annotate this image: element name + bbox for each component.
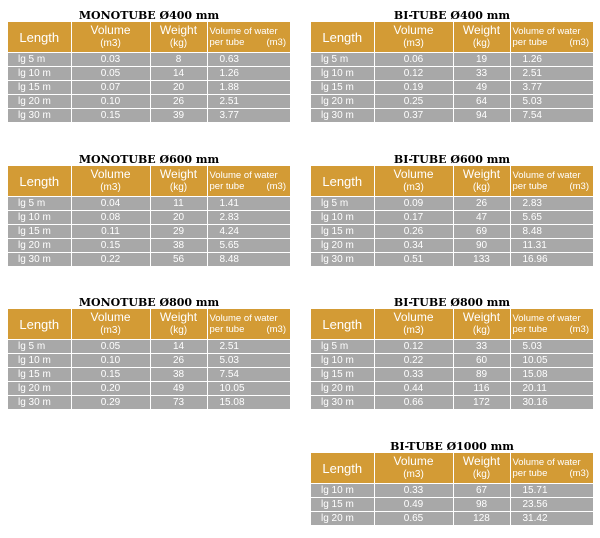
table-row [311,53,593,67]
cell-weight: 98 [453,498,510,512]
cell-weight: 172 [453,396,510,410]
cell-water-volume: 2.51 [510,67,593,81]
cell-volume: 0.10 [71,354,150,368]
header-length: Length [8,309,71,340]
cell-weight: 33 [453,340,510,354]
cell-water-volume: 1.88 [207,81,290,95]
header-row [311,453,593,484]
table-row [311,67,593,81]
cell-volume: 0.17 [374,211,453,225]
cell-weight: 33 [453,67,510,81]
cell-volume: 0.26 [374,225,453,239]
cell-water-volume: 15.08 [510,368,593,382]
table-row [311,109,593,123]
cell-length: lg 5 m [8,340,71,354]
table-row [8,382,290,396]
cell-length: lg 20 m [311,239,374,253]
cell-volume: 0.20 [71,382,150,396]
table-row [311,95,593,109]
cell-length: lg 20 m [8,95,71,109]
cell-length: lg 30 m [311,396,374,410]
cell-volume: 0.12 [374,340,453,354]
table-row [311,197,593,211]
cell-length: lg 30 m [311,109,374,123]
cell-length: lg 15 m [311,81,374,95]
cell-water-volume: 4.24 [207,225,290,239]
cell-weight: 49 [150,382,207,396]
table-row [8,239,290,253]
table-row [8,225,290,239]
cell-weight: 64 [453,95,510,109]
cell-weight: 60 [453,354,510,368]
cell-volume: 0.66 [374,396,453,410]
cell-length: lg 20 m [311,512,374,526]
cell-length: lg 15 m [311,225,374,239]
table-row [311,354,593,368]
header-row [8,309,290,340]
table-row [311,81,593,95]
cell-weight: 26 [453,197,510,211]
cell-weight: 14 [150,67,207,81]
table-row [311,484,593,498]
header-length: Length [311,453,374,484]
cell-water-volume: 15.08 [207,396,290,410]
cell-length: lg 15 m [311,498,374,512]
cell-length: lg 10 m [8,211,71,225]
cell-water-volume: 20.11 [510,382,593,396]
header-weight: Weight (kg) [150,309,207,340]
header-volume: Volume (m3) [374,453,453,484]
table-row [311,239,593,253]
table-title: BI-TUBE Ø1000 mm [390,440,514,453]
cell-weight: 90 [453,239,510,253]
cell-water-volume: 5.03 [510,340,593,354]
spec-table [8,309,290,409]
cell-volume: 0.15 [71,239,150,253]
table-row [8,95,290,109]
table-row [311,253,593,267]
cell-water-volume: 30.16 [510,396,593,410]
header-length: Length [311,22,374,53]
header-length: Length [8,22,71,53]
header-row [311,22,593,53]
cell-volume: 0.51 [374,253,453,267]
cell-length: lg 5 m [311,53,374,67]
cell-weight: 47 [453,211,510,225]
table-row [311,225,593,239]
header-weight: Weight (kg) [453,453,510,484]
table-row [8,253,290,267]
cell-weight: 69 [453,225,510,239]
header-volume: Volume (m3) [71,309,150,340]
table-row [8,197,290,211]
cell-weight: 116 [453,382,510,396]
table-row [311,512,593,526]
cell-volume: 0.65 [374,512,453,526]
cell-length: lg 30 m [311,253,374,267]
cell-volume: 0.22 [71,253,150,267]
spec-table-block [8,9,290,122]
cell-volume: 0.37 [374,109,453,123]
cell-length: lg 5 m [311,340,374,354]
cell-length: lg 20 m [311,382,374,396]
header-volume: Volume (m3) [374,166,453,197]
cell-water-volume: 0.63 [207,53,290,67]
cell-length: lg 10 m [8,354,71,368]
header-volume: Volume (m3) [374,309,453,340]
cell-volume: 0.34 [374,239,453,253]
table-row [8,67,290,81]
table-title: BI-TUBE Ø600 mm [393,153,511,166]
cell-weight: 94 [453,109,510,123]
header-water-volume: Volume of water per tube (m3) [510,309,593,340]
cell-volume: 0.49 [374,498,453,512]
cell-water-volume: 3.77 [510,81,593,95]
header-length: Length [8,166,71,197]
cell-weight: 11 [150,197,207,211]
cell-water-volume: 7.54 [510,109,593,123]
cell-length: lg 5 m [8,197,71,211]
cell-weight: 14 [150,340,207,354]
header-length: Length [311,166,374,197]
table-row [311,211,593,225]
cell-volume: 0.15 [71,368,150,382]
spec-table [311,309,593,409]
cell-volume: 0.05 [71,67,150,81]
cell-weight: 20 [150,81,207,95]
table-row [8,109,290,123]
spec-table-block [311,440,593,525]
cell-volume: 0.44 [374,382,453,396]
table-title: BI-TUBE Ø800 mm [393,296,511,309]
table-row [8,53,290,67]
table-row [311,368,593,382]
table-row [8,354,290,368]
cell-length: lg 10 m [311,211,374,225]
cell-volume: 0.03 [71,53,150,67]
spec-table-block [311,153,593,266]
cell-volume: 0.15 [71,109,150,123]
cell-volume: 0.19 [374,81,453,95]
cell-weight: 26 [150,95,207,109]
cell-volume: 0.08 [71,211,150,225]
header-weight: Weight (kg) [150,22,207,53]
cell-weight: 8 [150,53,207,67]
header-water-volume: Volume of water per tube (m3) [207,166,290,197]
cell-volume: 0.04 [71,197,150,211]
header-water-volume: Volume of water per tube (m3) [207,22,290,53]
cell-volume: 0.07 [71,81,150,95]
cell-length: lg 20 m [311,95,374,109]
cell-volume: 0.05 [71,340,150,354]
cell-weight: 38 [150,239,207,253]
cell-length: lg 20 m [8,239,71,253]
cell-length: lg 5 m [311,197,374,211]
header-water-volume: Volume of water per tube (m3) [510,166,593,197]
table-title: BI-TUBE Ø400 mm [393,9,511,22]
cell-water-volume: 1.26 [510,53,593,67]
cell-weight: 19 [453,53,510,67]
cell-weight: 73 [150,396,207,410]
cell-weight: 39 [150,109,207,123]
header-water-volume: Volume of water per tube (m3) [207,309,290,340]
cell-volume: 0.12 [374,67,453,81]
cell-volume: 0.09 [374,197,453,211]
header-weight: Weight (kg) [453,309,510,340]
cell-volume: 0.22 [374,354,453,368]
cell-water-volume: 10.05 [207,382,290,396]
cell-volume: 0.11 [71,225,150,239]
table-row [311,382,593,396]
cell-length: lg 30 m [8,253,71,267]
spec-table [8,166,290,266]
cell-water-volume: 5.65 [510,211,593,225]
cell-weight: 26 [150,354,207,368]
header-weight: Weight (kg) [150,166,207,197]
cell-weight: 133 [453,253,510,267]
cell-water-volume: 1.41 [207,197,290,211]
table-title: MONOTUBE Ø600 mm [78,153,220,166]
cell-water-volume: 11.31 [510,239,593,253]
cell-length: lg 15 m [8,81,71,95]
header-volume: Volume (m3) [374,22,453,53]
cell-volume: 0.33 [374,368,453,382]
spec-table-block [311,296,593,409]
cell-length: lg 15 m [8,225,71,239]
spec-table-block [8,296,290,409]
cell-volume: 0.33 [374,484,453,498]
header-length: Length [311,309,374,340]
cell-weight: 89 [453,368,510,382]
spec-table-block [311,9,593,122]
table-title: MONOTUBE Ø400 mm [78,9,220,22]
cell-water-volume: 23.56 [510,498,593,512]
cell-water-volume: 2.51 [207,340,290,354]
cell-length: lg 10 m [311,354,374,368]
table-row [311,498,593,512]
table-title: MONOTUBE Ø800 mm [78,296,220,309]
cell-water-volume: 8.48 [510,225,593,239]
table-row [311,340,593,354]
header-row [311,166,593,197]
cell-volume: 0.25 [374,95,453,109]
cell-weight: 38 [150,368,207,382]
cell-water-volume: 31.42 [510,512,593,526]
header-weight: Weight (kg) [453,166,510,197]
cell-water-volume: 5.03 [510,95,593,109]
cell-length: lg 20 m [8,382,71,396]
header-row [8,22,290,53]
cell-water-volume: 1.26 [207,67,290,81]
cell-weight: 49 [453,81,510,95]
cell-water-volume: 5.65 [207,239,290,253]
cell-water-volume: 3.77 [207,109,290,123]
header-water-volume: Volume of water per tube (m3) [510,22,593,53]
cell-water-volume: 7.54 [207,368,290,382]
cell-water-volume: 15.71 [510,484,593,498]
cell-water-volume: 2.83 [510,197,593,211]
cell-water-volume: 8.48 [207,253,290,267]
cell-water-volume: 2.51 [207,95,290,109]
cell-water-volume: 2.83 [207,211,290,225]
cell-weight: 67 [453,484,510,498]
cell-length: lg 10 m [8,67,71,81]
table-row [8,368,290,382]
spec-table [311,166,593,266]
cell-weight: 29 [150,225,207,239]
cell-weight: 128 [453,512,510,526]
header-row [8,166,290,197]
table-row [8,211,290,225]
table-row [311,396,593,410]
header-volume: Volume (m3) [71,22,150,53]
cell-length: lg 15 m [8,368,71,382]
header-water-volume: Volume of water per tube (m3) [510,453,593,484]
table-row [8,396,290,410]
header-volume: Volume (m3) [71,166,150,197]
spec-table [8,22,290,122]
cell-volume: 0.10 [71,95,150,109]
cell-volume: 0.06 [374,53,453,67]
cell-length: lg 5 m [8,53,71,67]
header-weight: Weight (kg) [453,22,510,53]
cell-length: lg 30 m [8,396,71,410]
cell-weight: 56 [150,253,207,267]
cell-length: lg 10 m [311,67,374,81]
spec-table [311,453,593,525]
cell-water-volume: 10.05 [510,354,593,368]
header-row [311,309,593,340]
table-row [8,81,290,95]
table-row [8,340,290,354]
spec-table-block [8,153,290,266]
cell-length: lg 10 m [311,484,374,498]
cell-volume: 0.29 [71,396,150,410]
cell-weight: 20 [150,211,207,225]
cell-length: lg 15 m [311,368,374,382]
cell-water-volume: 16.96 [510,253,593,267]
cell-length: lg 30 m [8,109,71,123]
spec-table [311,22,593,122]
cell-water-volume: 5.03 [207,354,290,368]
